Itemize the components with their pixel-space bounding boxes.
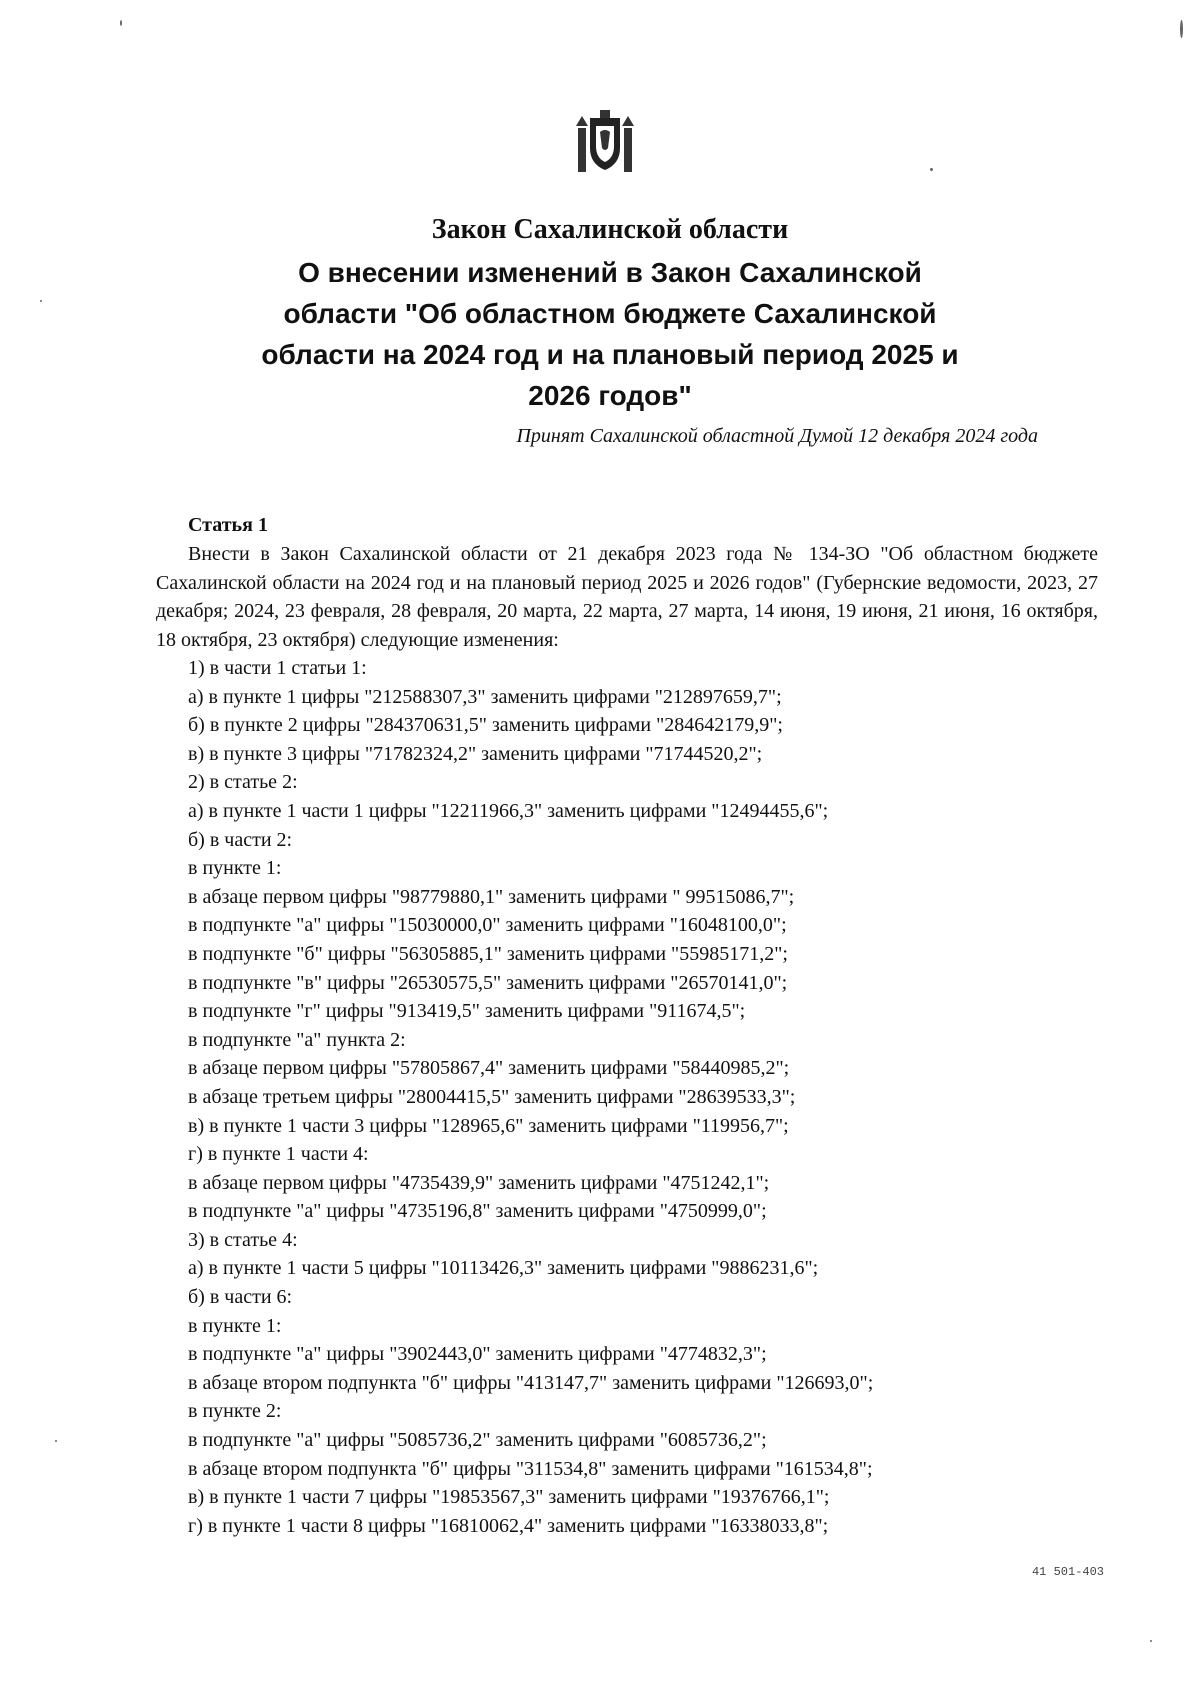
- scan-speck: [1150, 1640, 1152, 1642]
- amendment-item: в пункте 1:: [188, 857, 282, 880]
- law-title-block: [180, 210, 1040, 416]
- scan-speck: [40, 300, 42, 302]
- scan-speck: [120, 20, 122, 26]
- amendment-item: в абзаце третьем цифры "28004415,5" заменить цифрами "28639533,3";: [188, 1085, 796, 1108]
- subtitle-line: области на 2024 год и на плановый период 2025 и: [261, 339, 959, 370]
- amendment-item: а) в пункте 1 части 5 цифры "10113426,3" заменить цифрами "9886231,6";: [188, 1257, 819, 1280]
- amendment-item: г) в пункте 1 части 4:: [188, 1143, 369, 1166]
- amendment-item: в подпункте "а" пункта 2:: [188, 1028, 406, 1051]
- amendment-item: в пункте 1:: [188, 1314, 282, 1337]
- amendment-item: б) в пункте 2 цифры "284370631,5" заменить цифрами "284642179,9";: [188, 714, 783, 737]
- amendment-item: в абзаце втором подпункта "б" цифры "413147,7" заменить цифрами "126693,0";: [188, 1371, 874, 1394]
- scan-speck: [930, 168, 933, 171]
- amendment-item: а) в пункте 1 цифры "212588307,3" заменить цифрами "212897659,7";: [188, 685, 782, 708]
- article-heading: Статья 1: [188, 514, 268, 536]
- amendment-item: в подпункте "а" цифры "4735196,8" заменить цифрами "4750999,0";: [188, 1200, 767, 1223]
- subtitle-line: 2026 годов": [528, 380, 692, 411]
- amendment-item: б) в части 6:: [188, 1286, 293, 1309]
- subtitle-line: О внесении изменений в Закон Сахалинской: [298, 257, 922, 288]
- subtitle-line: области "Об областном бюджете Сахалинской: [283, 298, 937, 329]
- amendment-item: в подпункте "б" цифры "56305885,1" заменить цифрами "55985171,2";: [188, 942, 788, 965]
- amendment-item: а) в пункте 1 части 1 цифры "12211966,3" заменить цифрами "12494455,6";: [188, 799, 829, 822]
- amendment-item: в подпункте "а" цифры "3902443,0" заменить цифрами "4774832,3";: [188, 1343, 767, 1366]
- scan-speck: [55, 1440, 57, 1442]
- article-intro: Внести в Закон Сахалинской области от 21 декабря 2023 года № 134-ЗО "Об областном бюджете Сахалинской области на 2024 год и на плановый период 2025 и 2026 годов" (Губернские ведомости, 2023, 27 декабря; 2024, 23 февраля, 28 февраля, 20 марта, 22 марта, 27 марта, 14 июня, 19 июня, 21 июня, 16 октября, 18 октября, 23 октября) следующие изменения:: [156, 543, 1098, 651]
- amendment-item: в) в пункте 1 части 7 цифры "19853567,3" заменить цифрами "19376766,1";: [188, 1486, 830, 1509]
- amendment-item: в абзаце первом цифры "4735439,9" заменить цифрами "4751242,1";: [188, 1171, 770, 1194]
- amendment-item: в подпункте "г" цифры "913419,5" заменить цифрами "911674,5";: [188, 1000, 746, 1023]
- adoption-note: Принят Сахалинской областной Думой 12 декабря 2024 года: [516, 425, 1038, 447]
- amendment-item: в абзаце первом цифры "98779880,1" заменить цифрами " 99515086,7";: [188, 885, 795, 908]
- article-body: [156, 510, 1098, 1540]
- amendment-item: в) в пункте 1 части 3 цифры "128965,6" заменить цифрами "119956,7";: [188, 1114, 789, 1137]
- law-subtitle: [180, 252, 1040, 416]
- amendment-item: г) в пункте 1 части 8 цифры "16810062,4" заменить цифрами "16338033,8";: [188, 1514, 829, 1537]
- amendment-item: 2) в статье 2:: [188, 771, 298, 794]
- amendment-item: в подпункте "а" цифры "5085736,2" заменить цифрами "6085736,2";: [188, 1429, 767, 1452]
- amendment-item: в абзаце втором подпункта "б" цифры "311534,8" заменить цифрами "161534,8";: [188, 1457, 873, 1480]
- amendment-item: в пункте 2:: [188, 1400, 282, 1423]
- law-title: Закон Сахалинской области: [431, 214, 789, 245]
- amendment-list: [156, 654, 1098, 1540]
- page-code: 41 501-403: [1031, 1565, 1104, 1579]
- amendment-item: в) в пункте 3 цифры "71782324,2" заменить цифрами "71744520,2";: [188, 742, 763, 765]
- amendment-item: 1) в части 1 статьи 1:: [188, 657, 367, 679]
- amendment-item: б) в части 2:: [188, 828, 293, 851]
- amendment-item: 3) в статье 4:: [188, 1228, 298, 1251]
- amendment-item: в абзаце первом цифры "57805867,4" заменить цифрами "58440985,2";: [188, 1057, 790, 1080]
- amendment-item: в подпункте "а" цифры "15030000,0" заменить цифрами "16048100,0";: [188, 914, 787, 937]
- amendment-item: в подпункте "в" цифры "26530575,5" заменить цифрами "26570141,0";: [188, 971, 788, 994]
- scan-speck: [1180, 20, 1183, 38]
- sakhalin-coat-of-arms-emblem: [570, 108, 640, 178]
